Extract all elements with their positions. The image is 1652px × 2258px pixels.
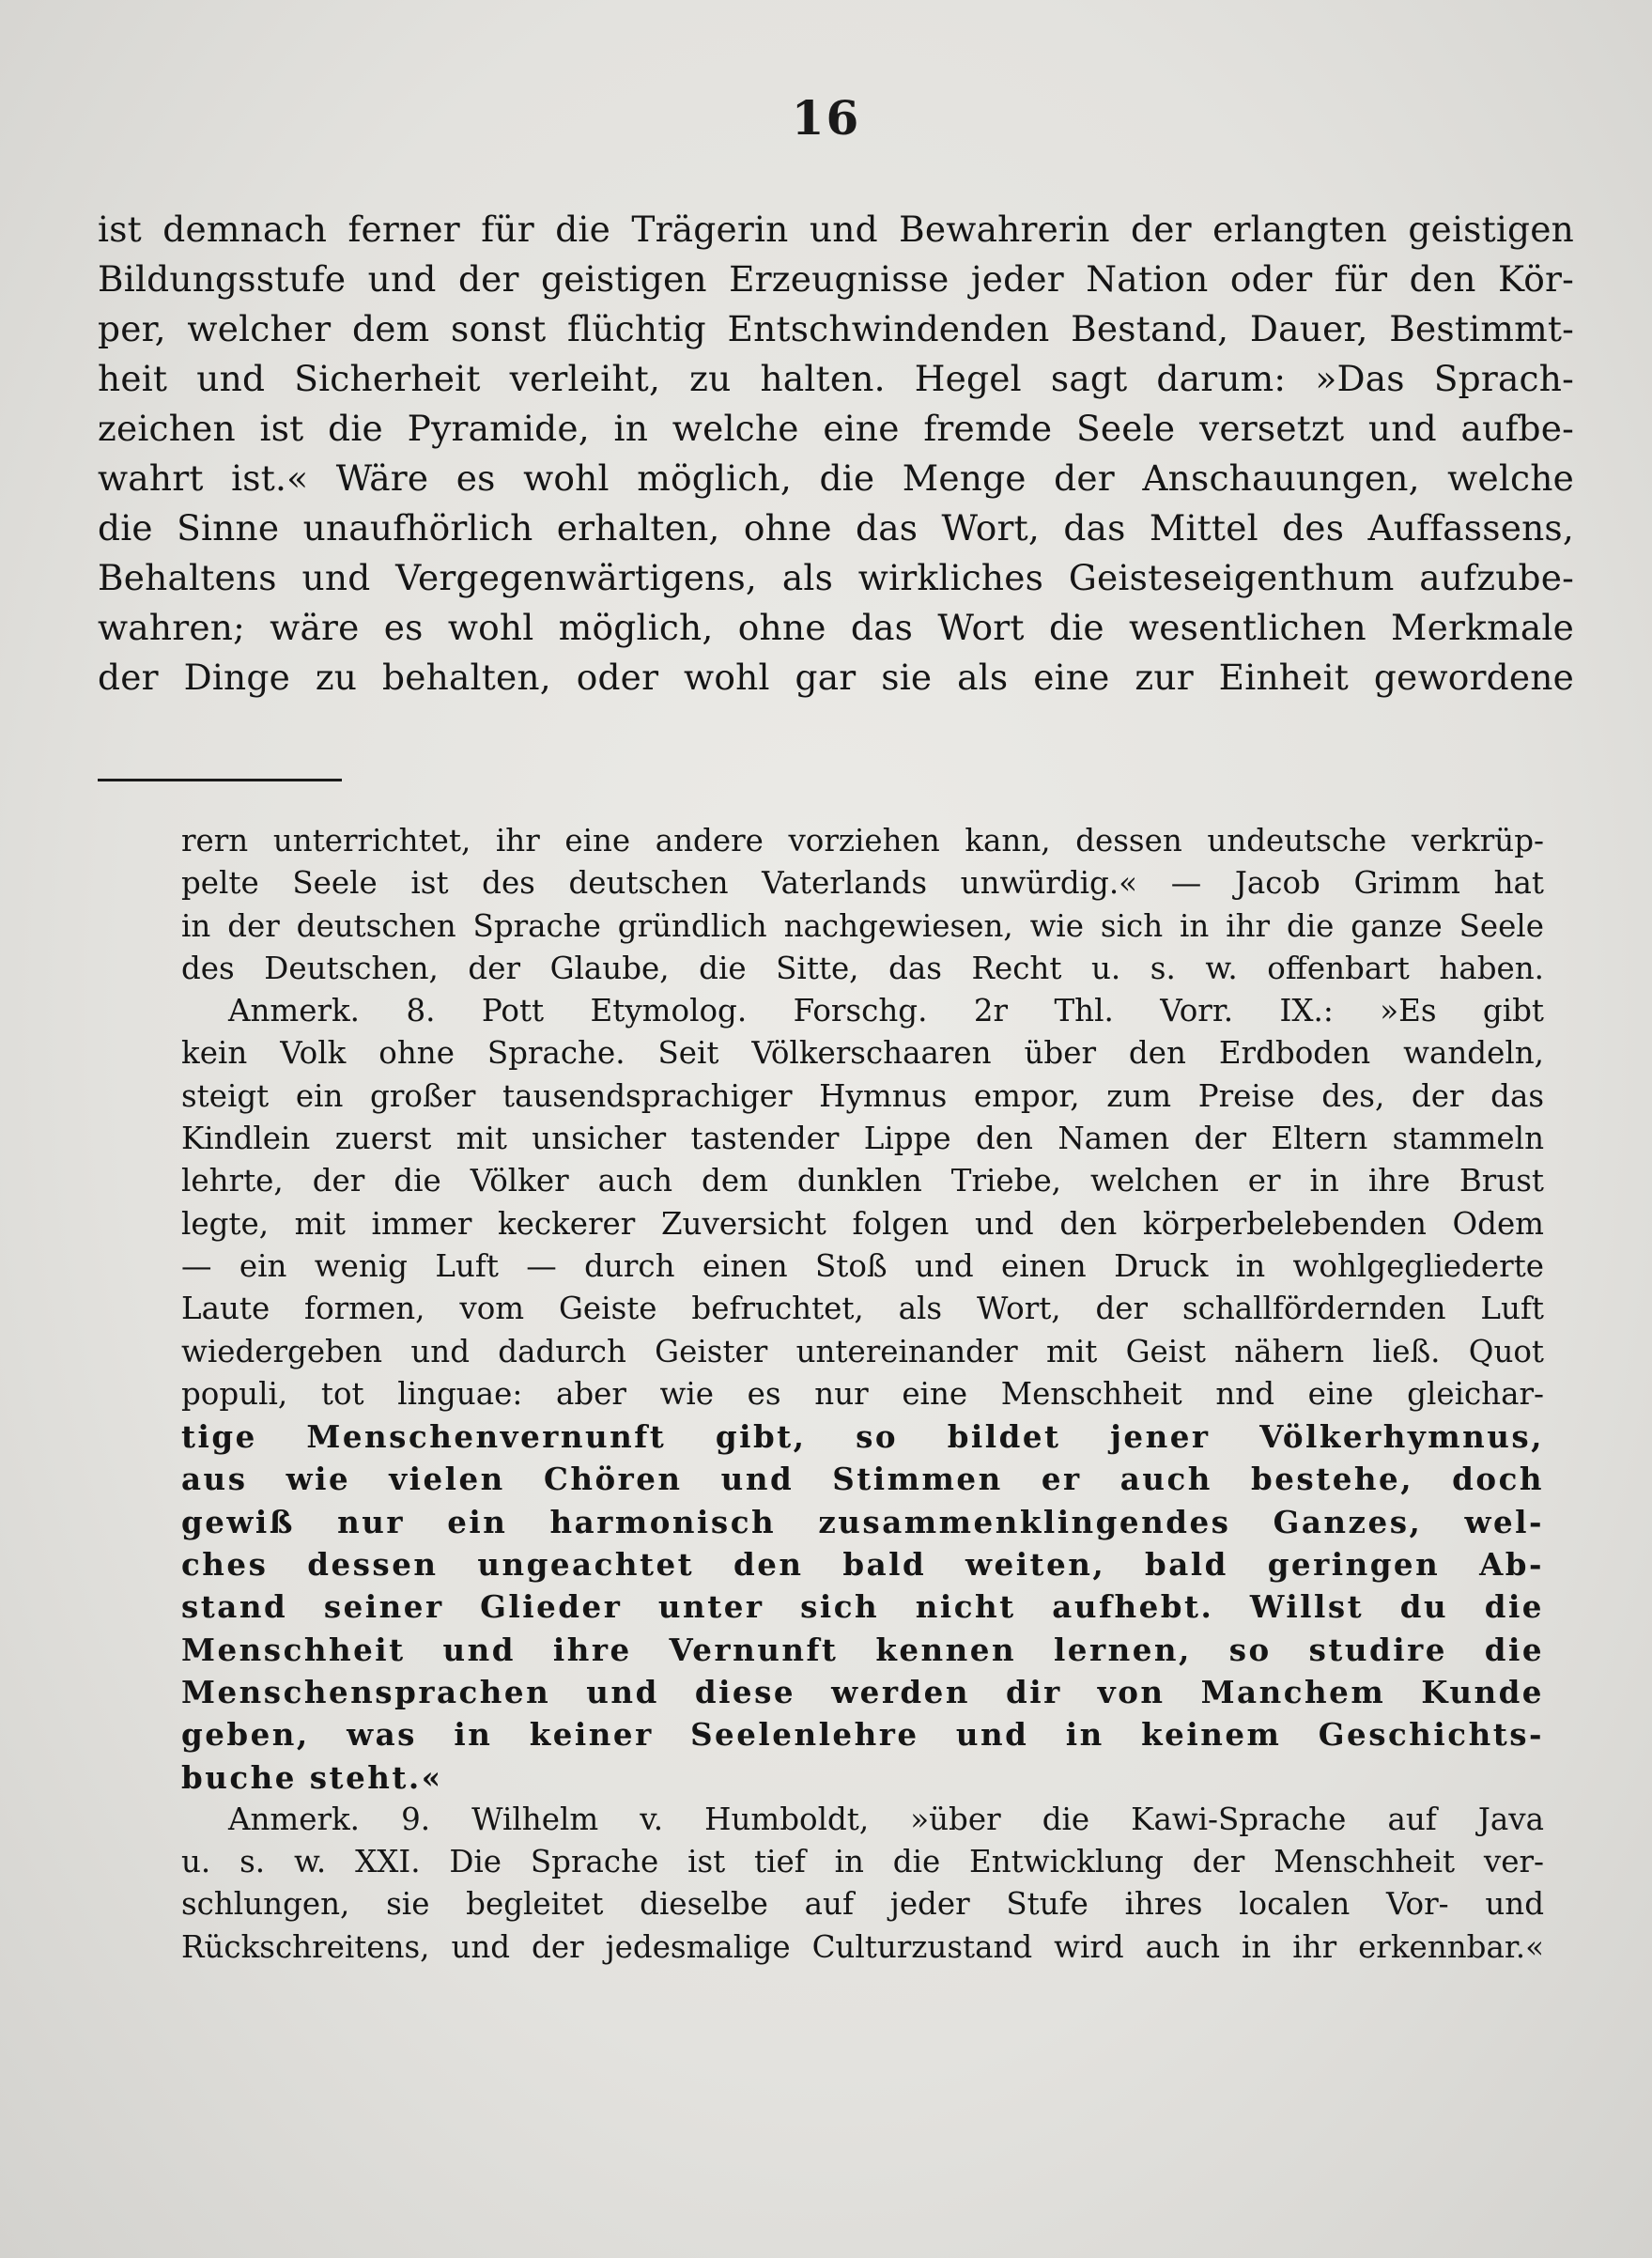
note-line: Rückschreitens, und der jedesmalige Culturzustand wird auch in ihr erkennbar.« — [181, 1928, 1544, 1965]
note-line-spaced: stand seiner Glieder unter sich nicht aufhebt. Willst du die — [181, 1588, 1544, 1626]
note-heading-9: Anmerk. 9. Wilhelm v. Humboldt, »über die Kawi-Sprache auf Java — [228, 1801, 1544, 1837]
note-line: u. s. w. XXI. Die Sprache ist tief in die Entwicklung der Menschheit ver- — [181, 1844, 1544, 1880]
note-line: kein Volk ohne Sprache. Seit Völkerschaaren über den Erdboden wandeln, — [181, 1035, 1544, 1072]
note-line: — ein wenig Luft — durch einen Stoß und einen Druck in wohlgegliederte — [181, 1247, 1544, 1284]
notes-block — [181, 820, 1544, 1969]
note-line: legte, mit immer keckerer Zuversicht folgen und den körperbelebenden Odem — [181, 1205, 1544, 1242]
note-line-spaced: ches dessen ungeachtet den bald weiten, bald geringen Ab- — [181, 1546, 1544, 1584]
text-line: Behaltens und Vergegenwärtigens, als wirkliches Geisteseigenthum aufzube- — [98, 557, 1574, 598]
text-line: Bildungsstufe und der geistigen Erzeugnisse jeder Nation oder für den Kör- — [98, 258, 1574, 300]
text-line: die Sinne unaufhörlich erhalten, ohne das Wort, das Mittel des Auffassens, — [98, 507, 1574, 549]
note-line: Laute formen, vom Geiste befruchtet, als Wort, der schallfördernden Luft — [181, 1291, 1544, 1327]
note-line: steigt ein großer tausendsprachiger Hymnus empor, zum Preise des, der das — [181, 1077, 1544, 1114]
note-line-spaced: aus wie vielen Chören und Stimmen er auch bestehe, doch — [181, 1461, 1544, 1498]
page-number: 16 — [791, 90, 861, 146]
text-line: wahrt ist.« Wäre es wohl möglich, die Menge der Anschauungen, welche — [98, 457, 1574, 499]
note-line-spaced: Menschensprachen und diese werden dir von Manchem Kunde — [181, 1673, 1544, 1710]
note-line-spaced: gewiß nur ein harmonisch zusammenklingendes Ganzes, wel- — [181, 1503, 1544, 1540]
note-line: populi, tot linguae: aber wie es nur eine Menschheit nnd eine gleichar- — [181, 1375, 1544, 1412]
text-line: heit und Sicherheit verleiht, zu halten. Hegel sagt darum: »Das Sprach- — [98, 358, 1574, 399]
note-line: rern unterrichtet, ihr eine andere vorziehen kann, dessen undeutsche verkrüp- — [181, 823, 1544, 858]
note-line: schlungen, sie begleitet dieselbe auf jeder Stufe ihres localen Vor- und — [181, 1886, 1544, 1923]
note-line: lehrte, der die Völker auch dem dunklen Triebe, welchen er in ihre Brust — [181, 1163, 1544, 1199]
main-text-block — [98, 205, 1574, 703]
note-line: wiedergeben und dadurch Geister untereinander mit Geist nähern ließ. Quot — [181, 1333, 1544, 1369]
note-line: Kindlein zuerst mit unsicher tastender Lippe den Namen der Eltern stammeln — [181, 1121, 1544, 1157]
text-line: zeichen ist die Pyramide, in welche eine fremde Seele versetzt und aufbe- — [98, 408, 1574, 449]
note-line: in der deutschen Sprache gründlich nachgewiesen, wie sich in ihr die ganze Seele — [181, 907, 1544, 944]
text-line: der Dinge zu behalten, oder wohl gar sie als eine zur Einheit gewordene — [98, 657, 1574, 698]
note-line-spaced: buche steht.« — [181, 1758, 443, 1796]
text-line: ist demnach ferner für die Trägerin und Bewahrerin der erlangten geistigen — [98, 209, 1574, 250]
text-line: wahren; wäre es wohl möglich, ohne das Wort die wesentlichen Merkmale — [98, 607, 1574, 648]
note-line-spaced: Menschheit und ihre Vernunft kennen lernen, so studire die — [181, 1631, 1544, 1668]
note-heading-8: Anmerk. 8. Pott Etymolog. Forschg. 2r Thl. Vorr. IX.: »Es gibt — [228, 993, 1544, 1029]
note-line: des Deutschen, der Glaube, die Sitte, das Recht u. s. w. offenbart haben. — [181, 950, 1544, 986]
note-line-spaced: tige Menschenvernunft gibt, so bildet jener Völkerhymnus, — [181, 1418, 1544, 1456]
text-line: per, welcher dem sonst flüchtig Entschwindenden Bestand, Dauer, Bestimmt- — [98, 308, 1574, 349]
footnote-divider — [98, 779, 342, 781]
note-line-spaced: geben, was in keiner Seelenlehre und in keinem Geschichts- — [181, 1716, 1544, 1754]
note-line: pelte Seele ist des deutschen Vaterlands unwürdig.« — Jacob Grimm hat — [181, 865, 1544, 902]
